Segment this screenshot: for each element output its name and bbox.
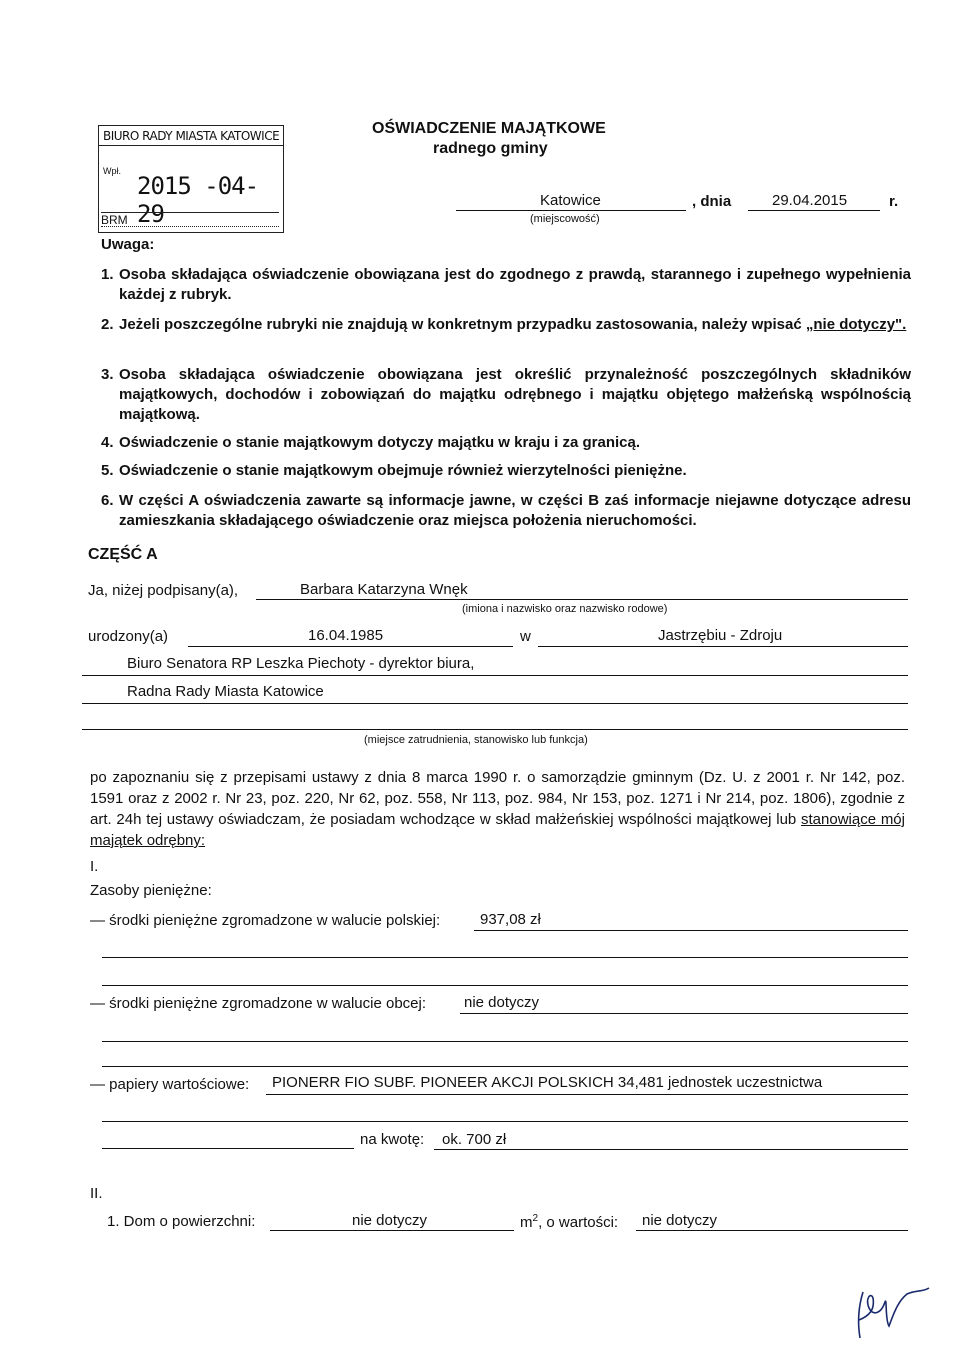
statement-paragraph: po zapoznaniu się z przepisami ustawy z dnia 8 marca 1990 r. o samorządzie gminnym (Dz. U. z 2001 r. Nr 142, poz. 1591 oraz z 2002 r. Nr 23, poz. 220, Nr 62, poz. 558, Nr 113, poz. 984, Nr 153, poz. 1271 i Nr 214, poz. 1806), zgodnie z art. 24h tej ustawy oświadczam, że posiadam wchodzące w skład małżeńskiej wspólności majątkowej lub stanowiące mój majątek odrębny: bbox=[90, 769, 905, 849]
stamp-brm: BRM bbox=[101, 212, 279, 227]
place-caption: (miejscowość) bbox=[530, 213, 600, 225]
unit-label: $m^2$, o wartości: bbox=[520, 1213, 619, 1231]
signer-caption: (imiona i nazwisko oraz nazwisko rodowe) bbox=[462, 603, 668, 615]
foreign-extra-line-2 bbox=[102, 1066, 908, 1067]
pln-value: 937,08 zł bbox=[480, 911, 541, 928]
house-label: 1. Dom o powierzchni: bbox=[107, 1213, 256, 1230]
employment-line-2: Radna Rady Miasta Katowice bbox=[127, 683, 324, 700]
employment-rule-2 bbox=[82, 703, 908, 704]
securities-label: — papiery wartościowe: bbox=[90, 1076, 250, 1093]
amount-value: ok. 700 zł bbox=[442, 1131, 507, 1148]
amount-label: na kwotę: bbox=[360, 1131, 425, 1148]
employment-line-1: Biuro Senatora RP Leszka Piechoty - dyrektor biura, bbox=[127, 655, 475, 672]
pln-extra-line-2 bbox=[102, 985, 908, 986]
amount-line bbox=[434, 1149, 908, 1150]
stamp-brm-line bbox=[101, 226, 279, 227]
stamp-date: 2015 -04- 29 bbox=[137, 172, 259, 228]
stamp-office: BIURO RADY MIASTA KATOWICE bbox=[99, 126, 283, 146]
house-area-line bbox=[270, 1230, 514, 1231]
securities-value: PIONERR FIO SUBF. PIONEER AKCJI POLSKICH 34,481 jednostek uczestnictwa bbox=[272, 1074, 823, 1091]
pln-line bbox=[474, 930, 908, 931]
employment-rule-1 bbox=[82, 675, 908, 676]
date-line bbox=[748, 210, 880, 211]
stamp-received-label: Wpł. bbox=[103, 166, 121, 176]
securities-extra-line bbox=[102, 1121, 908, 1122]
section-1-heading: Zasoby pieniężne: bbox=[90, 882, 212, 899]
birth-date: 16.04.1985 bbox=[308, 627, 384, 644]
document-subtitle: radnego gminy bbox=[433, 140, 548, 157]
amount-pre-line bbox=[102, 1148, 354, 1149]
birth-place-line bbox=[538, 646, 908, 647]
securities-line bbox=[266, 1094, 908, 1095]
signature-initials bbox=[845, 1280, 935, 1345]
foreign-extra-line bbox=[102, 1041, 908, 1042]
signer-name: Barbara Katarzyna Wnęk bbox=[300, 581, 468, 598]
birth-place: Jastrzębiu - Zdroju bbox=[658, 627, 783, 644]
date-value: 29.04.2015 bbox=[772, 192, 848, 209]
received-stamp bbox=[98, 125, 284, 233]
part-a-heading: CZĘŚĆ A bbox=[88, 546, 158, 563]
section-1-roman: I. bbox=[90, 858, 99, 875]
pln-extra-line bbox=[102, 957, 908, 958]
pln-label: — środki pieniężne zgromadzone w walucie polskiej: bbox=[90, 912, 441, 929]
foreign-value: nie dotyczy bbox=[464, 994, 540, 1011]
signer-line bbox=[256, 599, 908, 600]
section-2-roman: II. bbox=[90, 1185, 103, 1202]
in-label: w bbox=[520, 628, 531, 645]
foreign-line bbox=[460, 1013, 908, 1014]
year-suffix: r. bbox=[889, 193, 899, 210]
notes-heading: Uwaga: bbox=[101, 236, 155, 253]
place-line bbox=[456, 210, 686, 211]
foreign-label: — środki pieniężne zgromadzone w walucie obcej: bbox=[90, 995, 427, 1012]
employment-caption: (miejsce zatrudnienia, stanowisko lub funkcja) bbox=[364, 734, 588, 746]
house-value: nie dotyczy bbox=[642, 1212, 718, 1229]
born-label: urodzony(a) bbox=[88, 628, 169, 645]
employment-rule-3 bbox=[82, 729, 908, 730]
house-value-line bbox=[636, 1230, 908, 1231]
place-value: Katowice bbox=[540, 192, 601, 209]
house-area: nie dotyczy bbox=[352, 1212, 428, 1229]
dnia-label: , dnia bbox=[692, 193, 732, 210]
signer-label: Ja, niżej podpisany(a), bbox=[88, 582, 239, 599]
birth-date-line bbox=[188, 646, 513, 647]
document-title: OŚWIADCZENIE MAJĄTKOWE bbox=[372, 120, 606, 137]
